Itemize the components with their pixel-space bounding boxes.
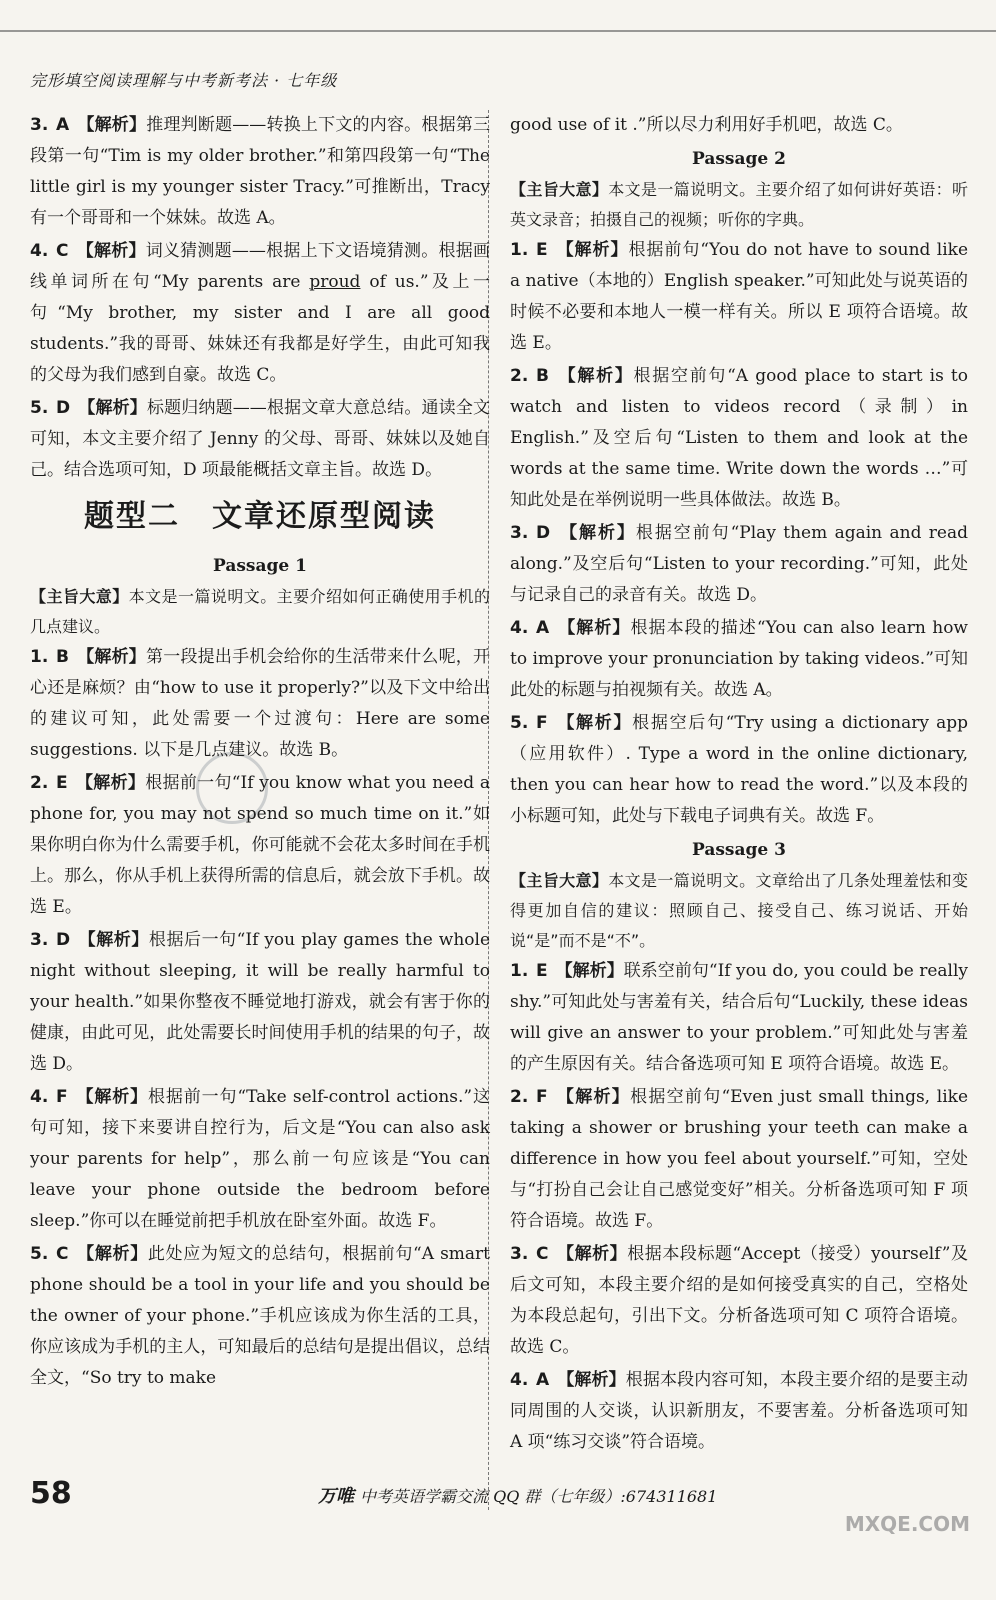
page-number: 58 bbox=[30, 1476, 72, 1511]
answer-item: 4. A 【解析】根据本段内容可知，本段主要介绍的是要主动同周围的人交谈，认识新朋友，不要害羞。分析备选项可知 A 项“练习交谈”符合语境。 bbox=[510, 1370, 969, 1452]
answer-item: 5. F 【解析】根据空后句“Try using a dictionary app（应用软件）. Type a word in the online dictionary, then you can hear how to read the word.”以及本段的小标题可知，此处与下载电子词典有关。故选 F。 bbox=[510, 713, 969, 826]
gist: 【主旨大意】本文是一篇说明文。文章给出了几条处理羞怯和变得更加自信的建议：照顾自己、接受自己、练习说话、开始说“是”而不是“不”。 bbox=[510, 871, 968, 950]
answer-item: 2. F 【解析】根据空前句“Even just small things, like taking a shower or brushing your teeth can make a difference in how you feel about yourself.”可知，空处与“打扮自己会让自己感觉变好”相关。分析备选项可知 F 项符合语境。故选 F。 bbox=[510, 1087, 969, 1231]
answer-item: 1. E 【解析】根据前句“You do not have to sound like a native（本地的）English speaker.”可知此处与说英语的时候不必要和本地人一模一样有关。所以 E 项符合语境。故选 E。 bbox=[510, 240, 969, 353]
passage-title: Passage 2 bbox=[692, 149, 786, 169]
section-title: 题型二 文章还原型阅读 bbox=[84, 499, 436, 534]
answer-item: 3. D 【解析】根据后一句“If you play games the whole night without sleeping, it will be really harmful to your health.”如果你整夜不睡觉地打游戏，就会有害于你的健康，由此可见，此处需要长时间使用手机的结果的句子，故选 D。 bbox=[30, 930, 491, 1074]
gist: 【主旨大意】本文是一篇说明文。主要介绍如何正确使用手机的几点建议。 bbox=[30, 587, 490, 636]
passage-title: Passage 1 bbox=[213, 556, 307, 576]
passage-title: Passage 3 bbox=[692, 840, 786, 860]
left-column bbox=[30, 110, 490, 1396]
right-column bbox=[510, 110, 968, 1460]
answer-item: 5. C 【解析】此处应为短文的总结句，根据前句“A smart phone should be a tool in your life and you should be the owner of your phone.”手机应该成为你生活的工具，你应该成为手机的主人，可知最后的总结句是提出倡议，总结全文，“So try to make bbox=[30, 1244, 491, 1388]
answer-item: 4. A 【解析】根据本段的描述“You can also learn how to improve your pronunciation by taking videos.”可知此处的标题与拍视频有关。故选 A。 bbox=[510, 618, 968, 700]
top-rule bbox=[0, 30, 996, 32]
answer-text: 标题归纳题——根据文章大意总结。通读全文可知，本文主要介绍了 Jenny 的父母、哥哥、妹妹以及她自己。结合选项可知，D 项最能概括文章主旨。故选 D。 bbox=[30, 398, 491, 480]
running-header: 完形填空阅读理解与中考新考法 · 七年级 bbox=[30, 71, 338, 90]
answer-item: 3. D 【解析】根据空前句“Play them again and read along.”及空后句“Listen to your recording.”可知，此处与记录自己的录音有关。故选 D。 bbox=[510, 523, 969, 605]
gist: 【主旨大意】本文是一篇说明文。主要介绍了如何讲好英语：听英文录音；拍摄自己的视频；听你的字典。 bbox=[510, 180, 968, 229]
answer-item: 3. A 【解析】推理判断题——转换上下文的内容。根据第三段第一句“Tim is my older brother.”和第四段第一句“The little girl is my younger sister Tracy.”可推断出，Tracy 有一个哥哥和一个妹妹。故选 A。 bbox=[30, 115, 491, 228]
answer-text: 推理判断题——转换上下文的内容。根据第三段第一句“Tim is my older brother.”和第四段第一句“The little girl is my younger sister Tracy.”可推断出，Tracy 有一个哥哥和一个妹妹。故选 A。 bbox=[30, 115, 491, 228]
answer-item: 3. C 【解析】根据本段标题“Accept（接受）yourself”及后文可知，本段主要介绍的是如何接受真实的自己，空格处为本段总起句，引出下文。分析备选项可知 C 项符合语境。故选 C。 bbox=[510, 1244, 969, 1357]
answer-item: 1. E 【解析】联系空前句“If you do, you could be really shy.”可知此处与害羞有关，结合后句“Luckily, these ideas will give an answer to your problem.”可知此处与害羞的产生原因有关。结合备选项可知 E 项符合语境。故选 E。 bbox=[510, 961, 969, 1074]
answer-item: 2. E 【解析】根据前一句“If you know what you need a phone for, you may not spend so much time on it.”如果你明白你为什么需要手机，你可能就不会花太多时间在手机上。那么，你从手机上获得所需的信息后，就会放下手机。故选 E。 bbox=[30, 773, 490, 917]
answer-item: 2. B 【解析】根据空前句“A good place to start is to watch and listen to videos record（录制）in English.”及空后句“Listen to them and look at the words at the same time. Write down the words …”可知此处是在举例说明一些具体做法。故选 B。 bbox=[510, 366, 969, 510]
continued-text: good use of it .”所以尽力利用好手机吧，故选 C。 bbox=[510, 115, 903, 135]
footer-text: 万唯 中考英语学霸交流 QQ 群（七年级）:674311681 bbox=[318, 1486, 718, 1507]
underlined-word: proud bbox=[309, 272, 361, 292]
answer-item: 4. C 【解析】词义猜测题——根据上下文语境猜测。根据画线单词所在句“My parents are proud of us.”及上一句“My brother, my sister and I are all good students.”我的哥哥、妹妹还有我都是好学生，由此可知我的父母为我们感到自豪。故选 C。 bbox=[30, 241, 491, 385]
watermark: MXQE.COM bbox=[844, 1512, 970, 1536]
brand-logo: 万唯 bbox=[318, 1486, 354, 1507]
answer-item: 1. B 【解析】第一段提出手机会给你的生活带来什么呢，开心还是麻烦？由“how to use it properly?”以及下文中给出的建议可知，此处需要一个过渡句：Here are some suggestions. 以下是几点建议。故选 B。 bbox=[30, 647, 491, 760]
answer-item: 4. F 【解析】根据前一句“Take self-control actions.”这句可知，接下来要讲自控行为，后文是“You can also ask your parents for help”，那么前一句应该是“You can leave your phone outside the bedroom before sleep.”你可以在睡觉前把手机放在卧室外面。故选 F。 bbox=[30, 1087, 490, 1231]
answer-item: 5. D 【解析】标题归纳题——根据文章大意总结。通读全文可知，本文主要介绍了 Jenny 的父母、哥哥、妹妹以及她自己。结合选项可知，D 项最能概括文章主旨。故选 D。 bbox=[30, 398, 491, 480]
